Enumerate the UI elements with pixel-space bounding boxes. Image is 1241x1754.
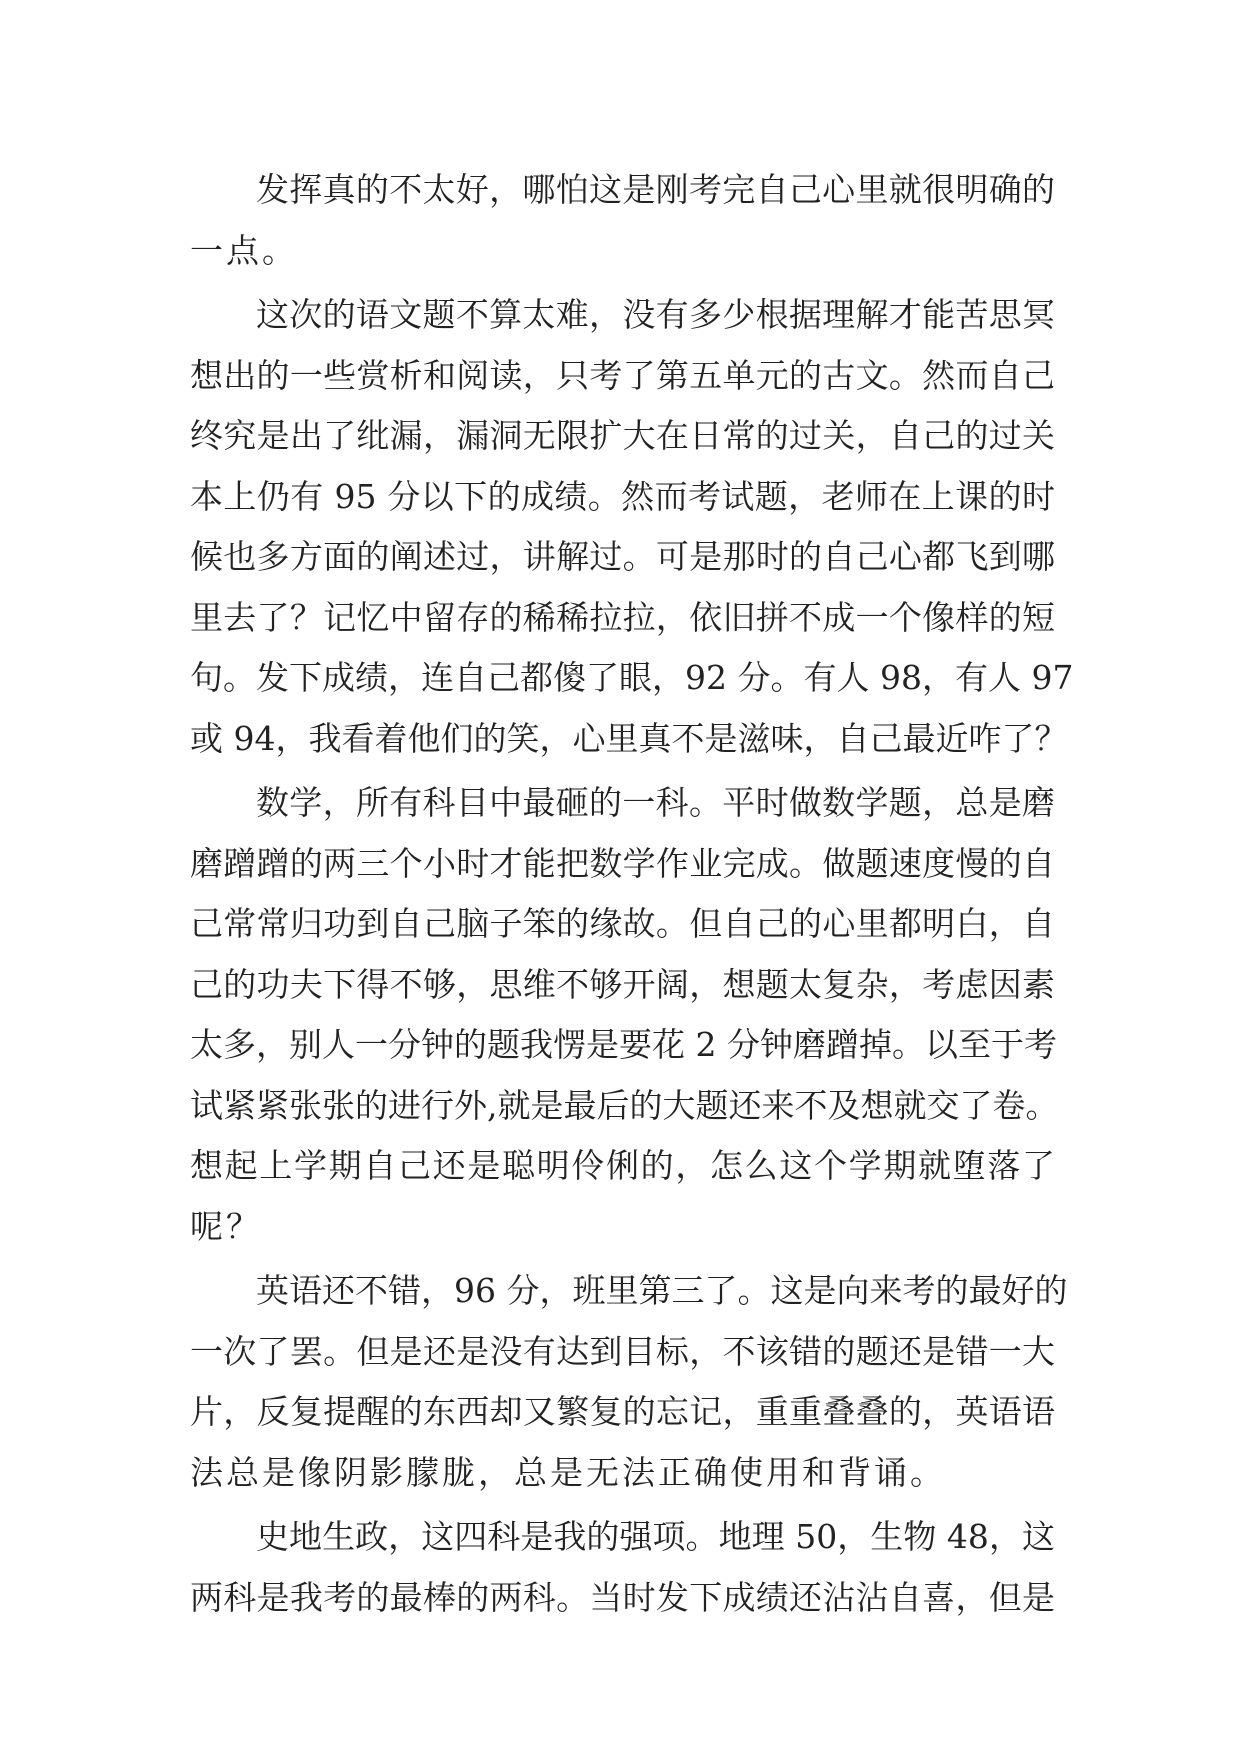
text-line: 终究是出了纰漏，漏洞无限扩大在日常的过关，自己的过关 — [190, 416, 1055, 455]
text-line: 句。发下成绩，连自己都傻了眼，92 分。有人 98，有人 97 — [190, 658, 1074, 697]
text-line: 一点。 — [190, 230, 298, 270]
text-line: 法总是像阴影朦胧，总是无法正确使用和背诵。 — [190, 1452, 946, 1492]
text-line: 里去了？记忆中留存的稀稀拉拉，依旧拼不成一个像样的短 — [190, 597, 1055, 637]
text-line: 想出的一些赏析和阅读，只考了第五单元的古文。然而自己 — [190, 355, 1055, 395]
text-line: 数学，所有科目中最砸的一科。平时做数学题，总是磨 — [256, 783, 1055, 822]
text-line: 英语还不错，96 分，班里第三了。这是向来考的最好的 — [256, 1271, 1068, 1310]
text-line: 候也多方面的阐述过，讲解过。可是那时的自己心都飞到哪 — [190, 537, 1055, 576]
text-line: 发挥真的不太好，哪怕这是刚考完自己心里就很明确的 — [256, 170, 1055, 209]
text-line: 一次了罢。但是还是没有达到目标，不该错的题还是错一大 — [190, 1331, 1055, 1371]
text-line: 史地生政，这四科是我的强项。地理 50，生物 48，这 — [256, 1517, 1055, 1556]
text-line: 己常常归功到自己脑子笨的缘故。但自己的心里都明白，自 — [190, 904, 1055, 943]
text-line: 呢？ — [190, 1206, 262, 1246]
text-line: 己的功夫下得不够，思维不够开阔，想题太复杂，考虑因素 — [190, 964, 1055, 1004]
text-line: 磨蹭蹭的两三个小时才能把数学作业完成。做题速度慢的自 — [190, 843, 1055, 883]
text-line: 这次的语文题不算太难，没有多少根据理解才能苦思冥 — [256, 295, 1055, 334]
text-line: 想起上学期自己还是聪明伶俐的，怎么这个学期就堕落了 — [190, 1146, 1055, 1185]
text-line: 本上仍有 95 分以下的成绩。然而考试题，老师在上课的时 — [190, 476, 1055, 516]
essay-body — [190, 160, 1074, 1628]
paragraph — [190, 1507, 1055, 1628]
paragraph — [190, 160, 1055, 281]
text-line: 太多，别人一分钟的题我愣是要花 2 分钟磨蹭掉。以至于考 — [190, 1025, 1057, 1064]
text-line: 或 94，我看着他们的笑，心里真不是滋味，自己最近咋了？ — [190, 718, 1068, 758]
paragraph — [190, 285, 1074, 769]
text-line: 两科是我考的最棒的两科。当时发下成绩还沾沾自喜，但是 — [190, 1577, 1055, 1617]
paragraph — [190, 773, 1059, 1257]
text-line: 试紧紧张张的进行外,就是最后的大题还来不及想就交了卷。 — [190, 1085, 1059, 1125]
paragraph — [190, 1261, 1068, 1503]
text-line: 片，反复提醒的东西却又繁复的忘记，重重叠叠的，英语语 — [190, 1392, 1055, 1431]
